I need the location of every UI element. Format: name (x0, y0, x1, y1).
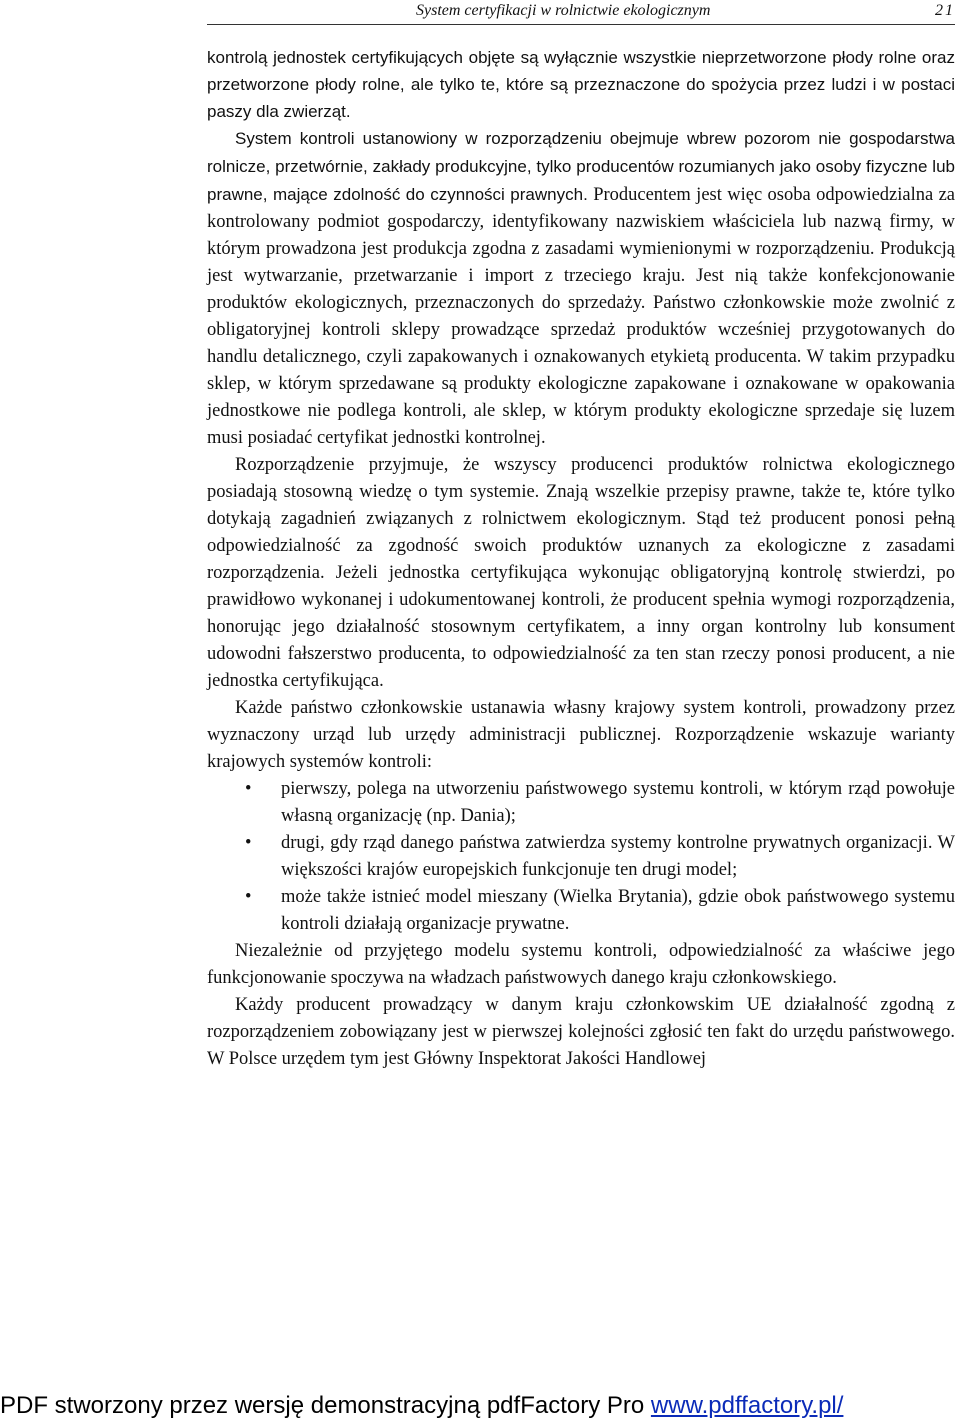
body-text (207, 44, 955, 1073)
list-item (207, 776, 955, 830)
paragraph-4: Każde państwo członkowskie ustanawia własny krajowy system kontroli, prowadzony przez wyznaczony urząd lub urzędy administracji publicznej. Rozporządzenie wskazuje warianty krajowych systemów kontroli: (207, 698, 955, 772)
paragraph-2 (207, 125, 955, 452)
list-item (207, 884, 955, 938)
page-number: 21 (935, 2, 955, 19)
list-item (207, 830, 955, 884)
paragraph-5: Niezależnie od przyjętego modelu systemu kontroli, odpowiedzialność za właściwe jego funkcjonowanie spoczywa na władzach państwowych danego kraju członkowskiego. (207, 941, 955, 988)
paragraph-2-sans: System kontroli ustanowiony w rozporządzeniu obejmuje wbrew pozorom nie gospodarstwa rolnicze, przetwórnie, zakłady produkcyjne, tylko producentów rozumianych jako osoby fizyczne lub prawne, mające zdolność do czynności prawnych. (207, 129, 955, 204)
paragraph-1: kontrolą jednostek certyfikujących objęte są wyłącznie wszystkie nieprzetworzone płody rolne oraz przetworzone płody rolne, ale tylko te, które są przeznaczone do spożycia przez ludzi i w postaci paszy dla zwierząt. (207, 48, 955, 121)
footer-text: PDF stworzony przez wersję demonstracyjną pdfFactory Pro (0, 1392, 651, 1419)
paragraph-3: Rozporządzenie przyjmuje, że wszyscy producenci produktów rolnictwa ekologicznego posiadają stosowną wiedzę o tym systemie. Znają wszelkie przepisy prawne, także te, które tylko dotykają zagadnień związanych z rolnictwem ekologicznym. Stąd też producent ponosi pełną odpowiedzialność za zgodność swoich produktów uznanych za ekologiczne z zasadami rozporządzenia. Jeżeli jednostka certyfikująca wykonując obligatoryjną kontrolę stwierdzi, po prawidłowo wykonanej i udokumentowanej kontroli, że producent spełnia wymogi rozporządzenia, honorując jego działalność stosownym certyfikatem, a inny organ kontrolny lub konsument udowodni fałszerstwo producenta, to odpowiedzialność za ten stan rzeczy ponosi producent, a nie jednostka certyfikująca. (207, 455, 955, 691)
bullet-icon: • (245, 887, 252, 907)
list-item-text: pierwszy, polega na utworzeniu państwowego systemu kontroli, w którym rząd powołuje własną organizację (np. Dania); (281, 779, 955, 826)
list-item-text: może także istnieć model mieszany (Wielka Brytania), gdzie obok państwowego systemu kontroli działają organizacje prywatne. (281, 887, 955, 934)
list-item-text: drugi, gdy rząd danego państwa zatwierdza systemy kontrolne prywatnych organizacji. W większości krajów europejskich funkcjonuje ten drugi model; (281, 833, 955, 880)
paragraph-6: Każdy producent prowadzący w danym kraju członkowskim UE działalność zgodną z rozporządzeniem zobowiązany jest w pierwszej kolejności zgłosić ten fakt do urzędu państwowego. W Polsce urzędem tym jest Główny Inspektorat Jakości Handlowej (207, 995, 955, 1069)
running-header (207, 0, 955, 25)
pdf-watermark-footer (0, 1391, 960, 1423)
paragraph-2-serif: Producentem jest więc osoba odpowiedzialna za kontrolowany podmiot gospodarczy, identyfikowany nazwiskiem właściciela lub nazwą firmy, w którym prowadzona jest produkcja zgodna z zasadami wymienionymi w rozporządzeniu. Produkcją jest wytwarzanie, przetwarzanie i import z trzeciego kraju. Jest nią także konfekcjonowanie produktów ekologicznych, przeznaczonych do sprzedaży. Państwo członkowskie może zwolnić z obligatoryjnej kontroli sklepy prowadzące sprzedaż produktów wcześniej przygotowanych do handlu detalicznego, czyli zapakowanych i oznakowanych etykietą producenta. W takim przypadku sklep, w którym sprzedawane są produkty ekologiczne zapakowane i oznakowane w opakowania jednostkowe nie podlega kontroli, ale sklep, w którym produkty ekologiczne sprzedaje się luzem musi posiadać certyfikat jednostki kontrolnej. (207, 185, 956, 448)
header-title: System certyfikacji w rolnictwie ekologicznym (416, 2, 711, 19)
control-variants-list (207, 776, 955, 938)
bullet-icon: • (245, 833, 252, 853)
footer-link[interactable]: www.pdffactory.pl/ (650, 1392, 844, 1419)
bullet-icon: • (245, 779, 252, 799)
